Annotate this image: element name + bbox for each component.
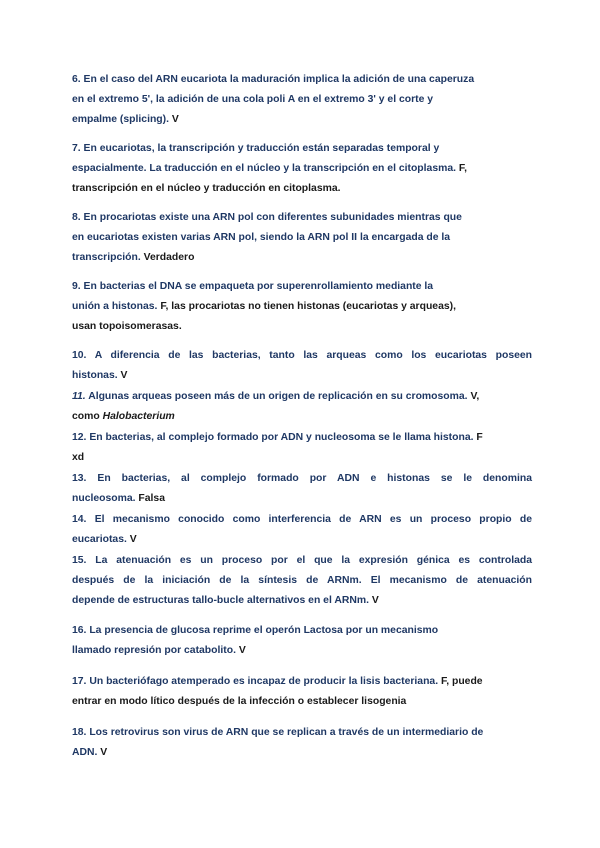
answer-text: entrar en modo lítico después de la infección o establecer lisogenia	[72, 696, 407, 707]
question-line	[72, 692, 532, 712]
question-line	[72, 591, 532, 611]
question-line	[72, 672, 532, 692]
question-line	[72, 489, 532, 509]
answer-text: V	[171, 114, 179, 125]
statement-text: ADN.	[72, 747, 101, 758]
answer-text: V	[129, 534, 137, 545]
question-line	[72, 530, 532, 550]
statement-text: unión a histonas.	[72, 301, 161, 312]
statement-text: 7. En eucariotas, la transcripción y traducción están separadas temporal y	[72, 143, 440, 154]
question-16	[72, 621, 532, 661]
statement-text: 8. En procariotas existe una ARN pol con diferentes subunidades mientras que	[72, 212, 462, 223]
question-line	[72, 346, 532, 366]
answer-text: F	[476, 432, 483, 443]
answer-text: transcripción en el núcleo y traducción en citoplasma.	[72, 183, 341, 194]
question-line	[72, 110, 532, 130]
question-line	[72, 571, 532, 591]
statement-text: depende de estructuras tallo-bucle alternativos en el ARNm.	[72, 595, 372, 606]
question-8	[72, 208, 532, 268]
statement-text: 12. En bacterias, al complejo formado por ADN y nucleosoma se le llama histona.	[72, 432, 477, 443]
answer-text: F,	[458, 163, 467, 174]
statement-text: llamado represión por catabolito.	[72, 645, 239, 656]
question-line	[72, 90, 532, 110]
question-line	[72, 448, 532, 468]
answer-text: Falsa	[138, 493, 165, 504]
answer-text: F, puede	[441, 676, 483, 687]
answer-text: Verdadero	[143, 252, 195, 263]
question-13	[72, 469, 532, 509]
question-line	[72, 317, 532, 337]
question-line	[72, 248, 532, 268]
statement-text: 11.	[72, 391, 86, 402]
question-15	[72, 551, 532, 611]
question-line	[72, 510, 532, 530]
question-line	[72, 551, 532, 571]
answer-text: usan topoisomerasas.	[72, 321, 182, 332]
statement-text: 17. Un bacteriófago atemperado es incapaz de producir la lisis bacteriana.	[72, 676, 441, 687]
question-18	[72, 723, 532, 763]
question-9	[72, 277, 532, 337]
statement-text: 6. En el caso del ARN eucariota la maduración implica la adición de una caperuza	[72, 74, 475, 85]
answer-text: como	[72, 411, 103, 422]
question-line	[72, 428, 532, 448]
answer-text: V	[238, 645, 246, 656]
statement-text: 14. El mecanismo conocido como interferencia de ARN es un proceso propio de	[72, 514, 532, 525]
statement-text: 13. En bacterias, al complejo formado por ADN e histonas se le denomina	[72, 473, 532, 484]
question-line	[72, 70, 532, 90]
statement-text: histonas.	[72, 370, 121, 381]
question-line	[72, 621, 532, 641]
question-7	[72, 139, 532, 199]
statement-text: 18. Los retrovirus son virus de ARN que se replican a través de un intermediario de	[72, 727, 484, 738]
question-12	[72, 428, 532, 468]
question-line	[72, 743, 532, 763]
question-11	[72, 387, 532, 427]
question-14	[72, 510, 532, 550]
question-6	[72, 70, 532, 130]
statement-text: transcripción.	[72, 252, 144, 263]
statement-text: 15. La atenuación es un proceso por el que la expresión génica es controlada	[72, 555, 532, 566]
question-line	[72, 297, 532, 317]
question-line	[72, 387, 532, 407]
question-line	[72, 366, 532, 386]
question-line	[72, 723, 532, 743]
answer-text: V	[371, 595, 379, 606]
statement-text: eucariotas.	[72, 534, 130, 545]
question-line	[72, 277, 532, 297]
statement-text: 10. A diferencia de las bacterias, tanto las arqueas como los eucariotas poseen	[72, 350, 532, 361]
question-line	[72, 159, 532, 179]
answer-text: V,	[470, 391, 480, 402]
question-line	[72, 179, 532, 199]
answer-text: F, las procariotas no tienen histonas (eucariotas y arqueas),	[160, 301, 456, 312]
statement-text: espacialmente. La traducción en el núcleo y la transcripción en el citoplasma.	[72, 163, 459, 174]
question-line	[72, 641, 532, 661]
question-17	[72, 672, 532, 712]
question-10	[72, 346, 532, 386]
answer-text: V	[120, 370, 128, 381]
question-line	[72, 139, 532, 159]
answer-text: xd	[72, 452, 85, 463]
answer-text: Halobacterium	[102, 411, 175, 422]
question-line	[72, 208, 532, 228]
statement-text: nucleosoma.	[72, 493, 139, 504]
statement-text: 16. La presencia de glucosa reprime el operón Lactosa por un mecanismo	[72, 625, 439, 636]
question-line	[72, 228, 532, 248]
statement-text: 9. En bacterias el DNA se empaqueta por superenrollamiento mediante la	[72, 281, 434, 292]
statement-text: en eucariotas existen varias ARN pol, siendo la ARN pol II la encargada de la	[72, 232, 451, 243]
question-line	[72, 407, 532, 427]
statement-text: después de la iniciación de la síntesis de ARNm. El mecanismo de atenuación	[72, 575, 532, 586]
answer-text: V	[100, 747, 108, 758]
statement-text: en el extremo 5', la adición de una cola poli A en el extremo 3' y el corte y	[72, 94, 434, 105]
statement-text: empalme (splicing).	[72, 114, 172, 125]
question-line	[72, 469, 532, 489]
statement-text: Algunas arqueas poseen más de un origen de replicación en su cromosoma.	[85, 391, 471, 402]
